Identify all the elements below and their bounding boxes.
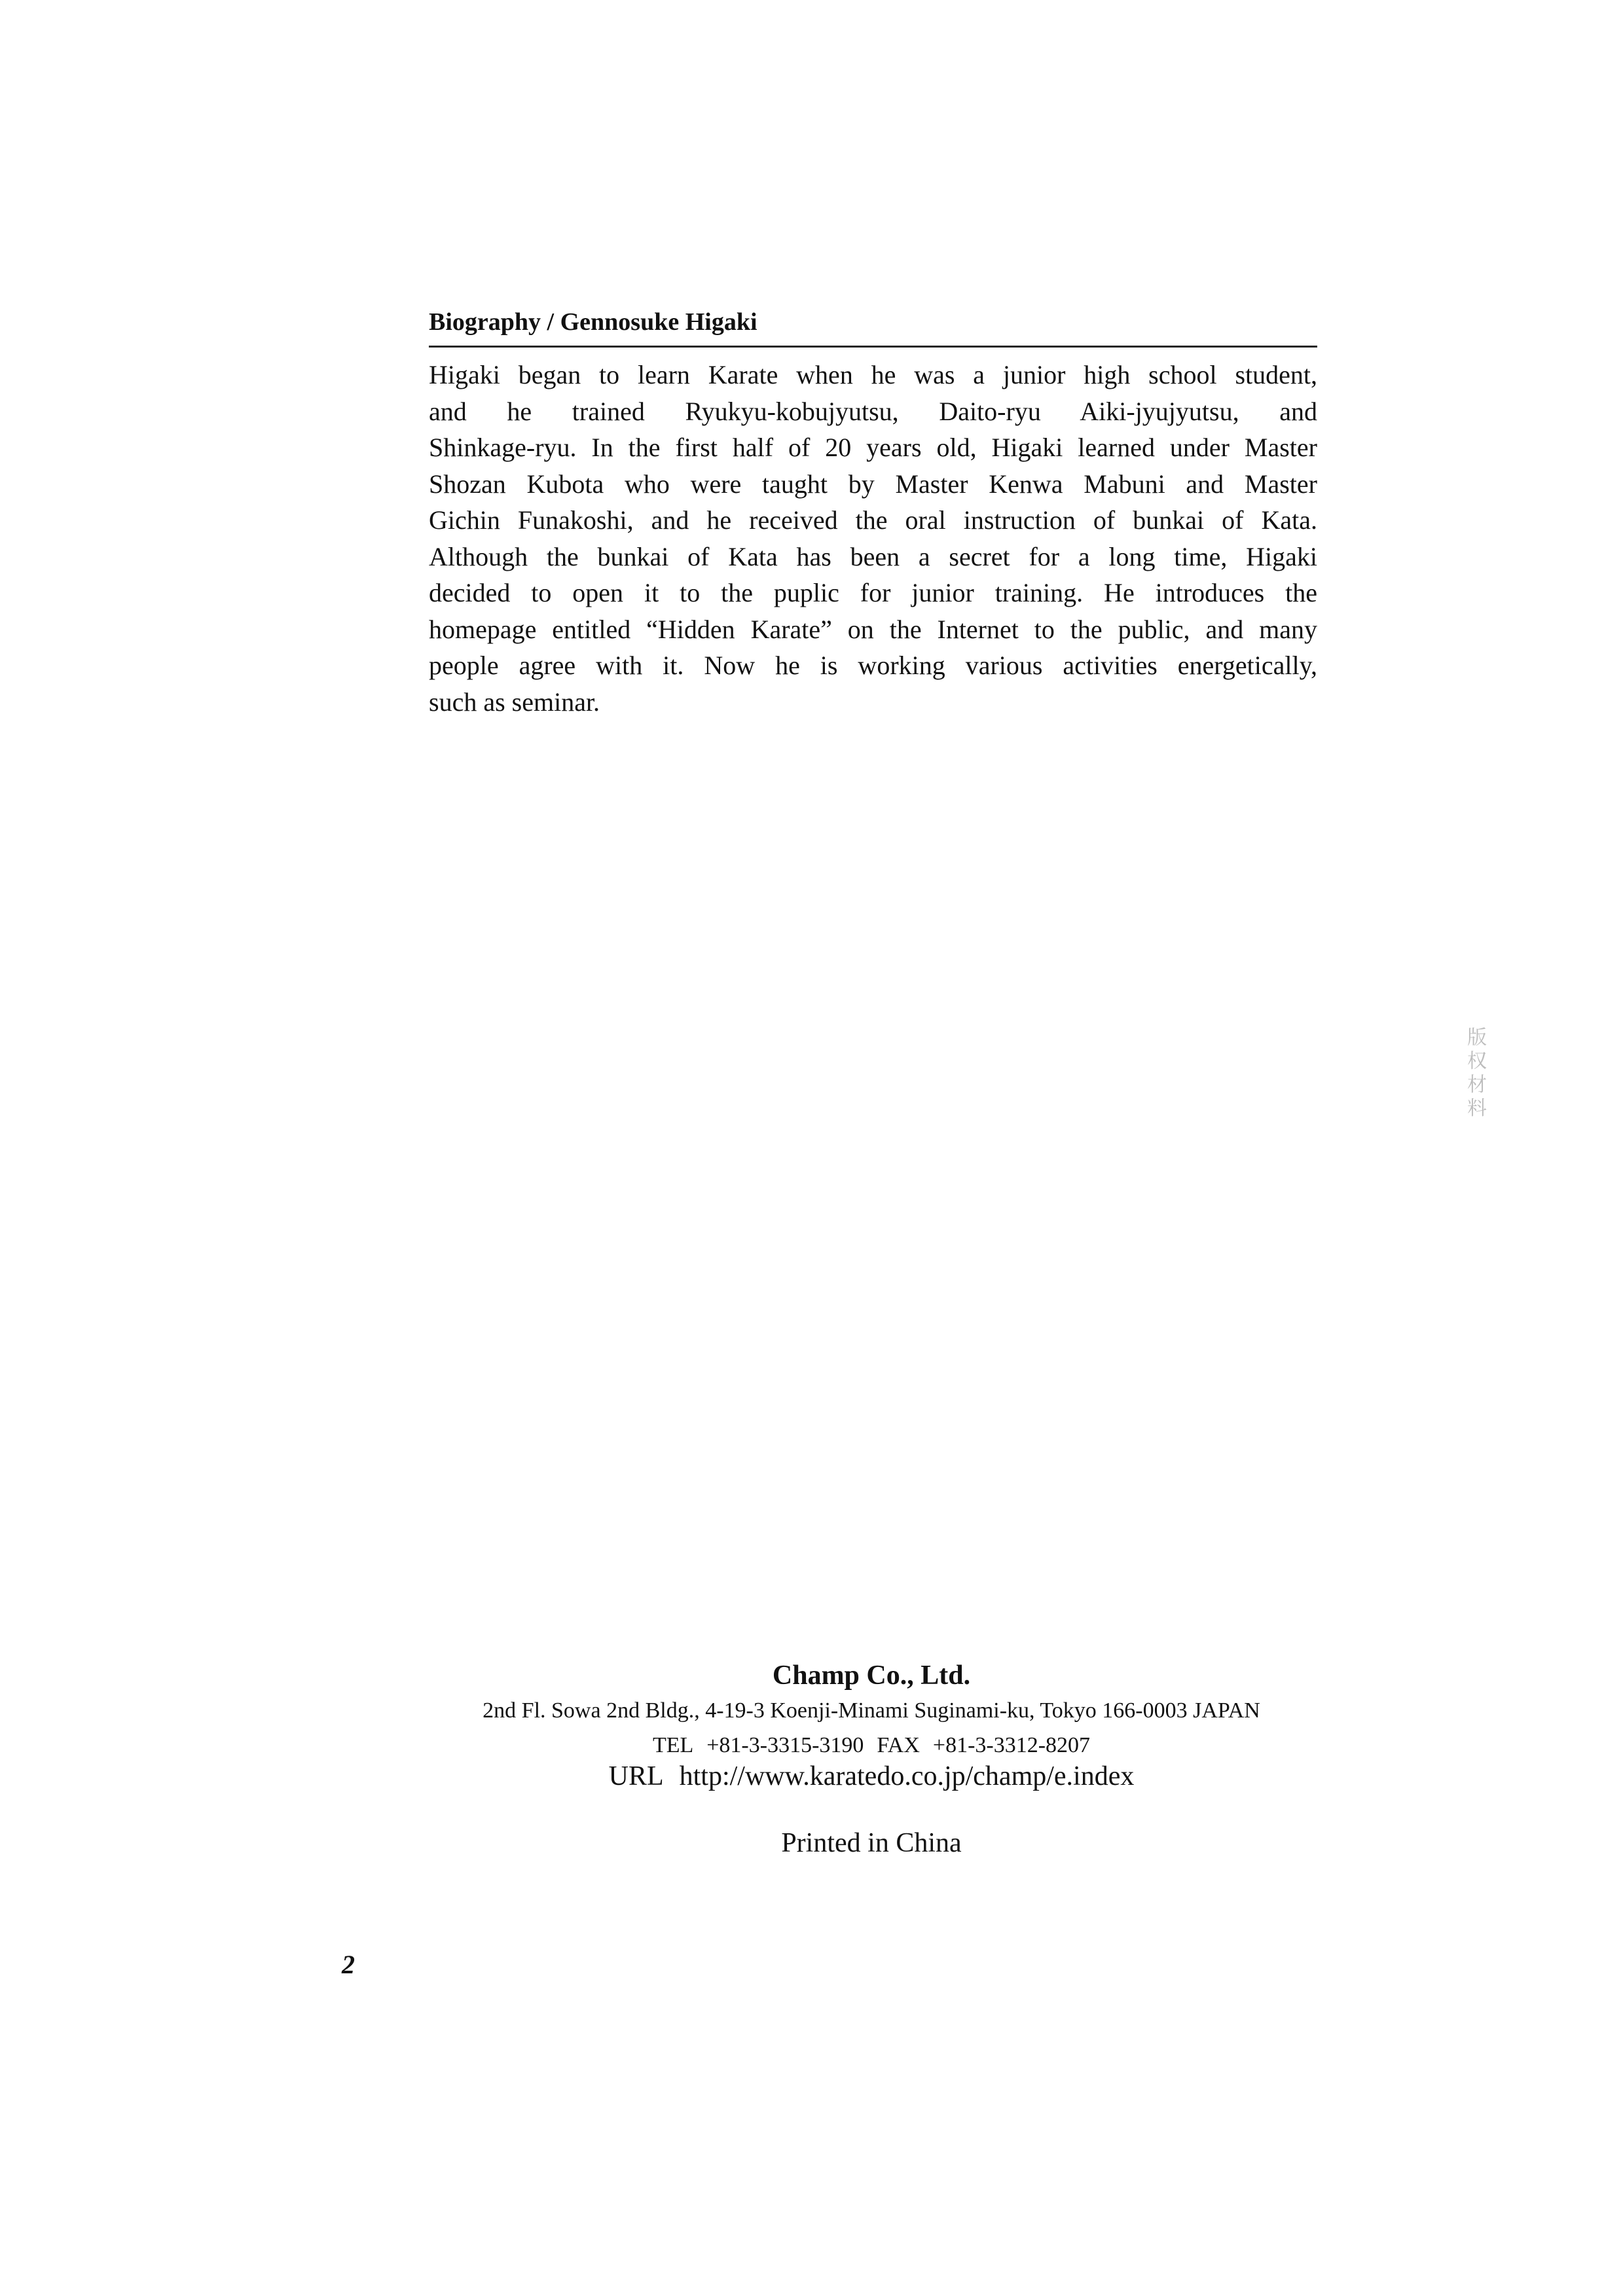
fax-label: FAX	[877, 1733, 920, 1757]
publisher-name: Champ Co., Ltd.	[772, 1660, 971, 1691]
biography-line: decided to open it to the puplic for junior training. He introduces the	[429, 578, 1317, 607]
printed-in: Printed in China	[781, 1828, 962, 1858]
title-rule	[429, 346, 1317, 348]
publisher-url: http://www.karatedo.co.jp/champ/e.index	[679, 1761, 1135, 1791]
publisher-contact	[0, 1733, 1623, 1758]
biography-line: Shinkage-ryu. In the first half of 20 years old, Higaki learned under Master	[429, 433, 1317, 462]
biography-line: Although the bunkai of Kata has been a secret for a long time, Higaki	[429, 541, 1317, 571]
page-number: 2	[342, 1950, 355, 1979]
biography-line: Shozan Kubota who were taught by Master Kenwa Mabuni and Master	[429, 469, 1317, 499]
biography-line: homepage entitled “Hidden Karate” on the Internet to the public, and many	[429, 614, 1317, 644]
copyright-watermark: 版权材料	[1467, 1026, 1487, 1120]
biography-line: Gichin Funakoshi, and he received the oral instruction of bunkai of Kata.	[429, 505, 1317, 535]
biography-title: Biography / Gennosuke Higaki	[429, 308, 757, 336]
fax-number: +81-3-3312-8207	[932, 1733, 1091, 1757]
tel-number: +81-3-3315-3190	[706, 1733, 864, 1757]
biography-line: and he trained Ryukyu-kobujyutsu, Daito-ryu Aiki-jyujyutsu, and	[429, 396, 1317, 426]
biography-line: such as seminar.	[429, 687, 600, 717]
url-label: URL	[608, 1761, 664, 1791]
biography-body	[429, 357, 1317, 720]
biography-line: people agree with it. Now he is working various activities energetically,	[429, 651, 1317, 680]
publisher-address: 2nd Fl. Sowa 2nd Bldg., 4-19-3 Koenji-Minami Suginami-ku, Tokyo 166-0003 JAPAN	[483, 1698, 1260, 1723]
tel-label: TEL	[652, 1733, 694, 1757]
biography-line: Higaki began to learn Karate when he was a junior high school student,	[429, 360, 1317, 389]
publisher-url-line	[0, 1761, 1623, 1792]
